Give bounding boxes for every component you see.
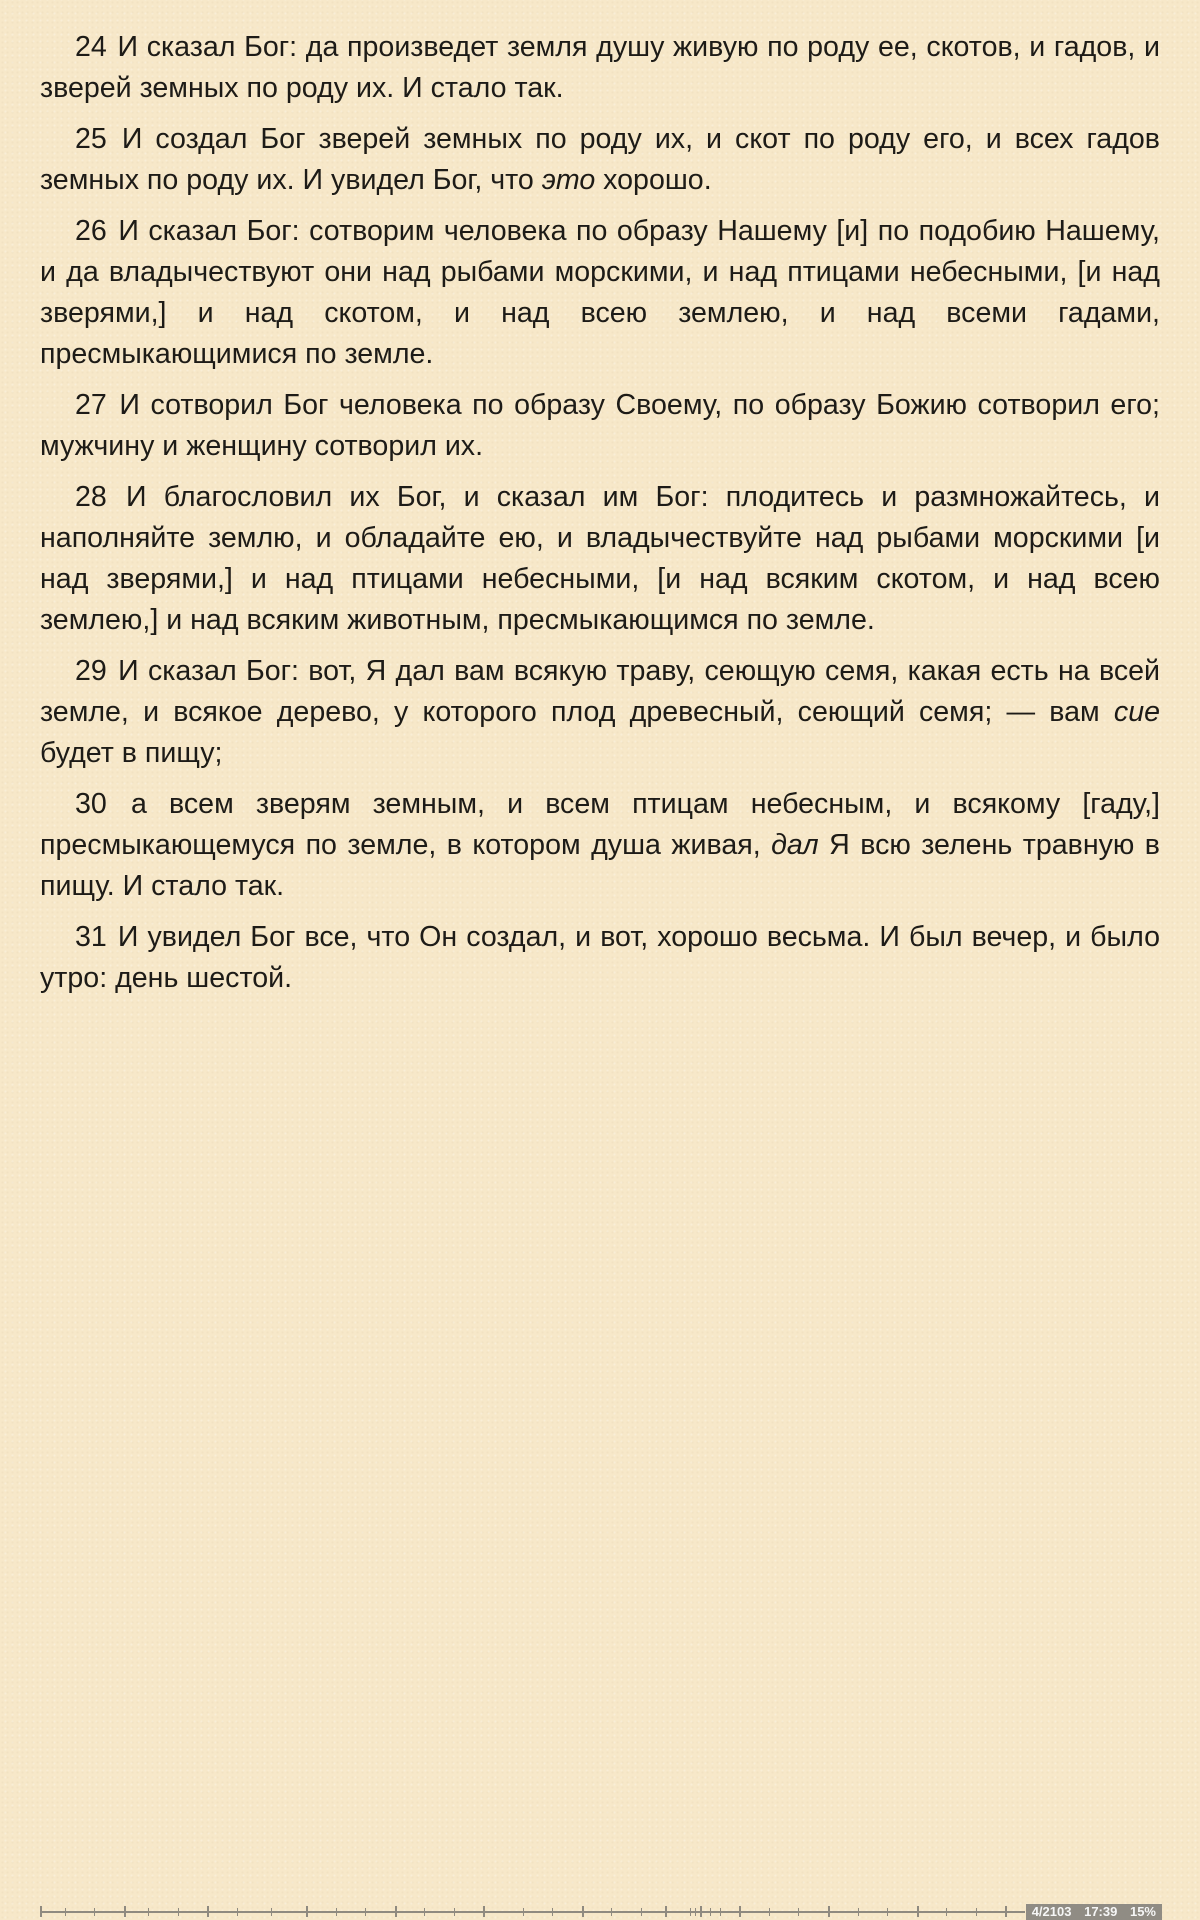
chapter-tick — [424, 1908, 425, 1916]
chapter-tick — [917, 1906, 919, 1917]
chapter-tick — [124, 1906, 126, 1917]
chapter-tick — [40, 1906, 42, 1917]
chapter-tick — [739, 1906, 741, 1917]
chapter-tick — [552, 1908, 553, 1916]
chapter-tick — [769, 1908, 770, 1916]
verse-paragraph — [40, 27, 1160, 109]
verse-text: И сказал Бог: вот, Я дал вам всякую траву, сеющую семя, какая есть на всей земле, и всякое дерево, у которого плод древесный, сеющий семя; — вам — [40, 655, 1160, 728]
verse-text: И сотворил Бог человека по образу Своему, по образу Божию сотворил его; мужчину и женщину сотворил их. — [40, 389, 1160, 462]
chapter-tick — [523, 1908, 524, 1916]
verse-italic-word: дал — [771, 829, 819, 861]
chapter-tick — [887, 1908, 888, 1916]
verse-number: 26 — [75, 215, 107, 247]
reader-status-bar — [0, 1902, 1200, 1920]
verse-paragraph — [40, 385, 1160, 467]
reader-page-content[interactable] — [40, 27, 1160, 1009]
chapter-tick — [1005, 1906, 1007, 1917]
verse-text: И создал Бог зверей земных по роду их, и скот по роду его, и всех гадов земных по роду их. И увидел Бог, что — [40, 123, 1160, 196]
verse-text: И увидел Бог все, что Он создал, и вот, хорошо весьма. И был вечер, и было утро: день шестой. — [40, 921, 1160, 994]
chapter-tick — [976, 1908, 977, 1916]
battery-level: 15% — [1129, 1904, 1156, 1919]
chapter-tick — [798, 1908, 799, 1916]
verse-italic-word: сие — [1113, 696, 1160, 728]
clock: 17:39 — [1084, 1904, 1118, 1919]
chapter-tick — [641, 1908, 642, 1916]
chapter-tick — [695, 1908, 696, 1916]
verse-number: 29 — [75, 655, 107, 687]
verse-text: Я всю зелень травную в пищу. И стало так. — [40, 829, 1160, 902]
chapter-tick — [65, 1908, 66, 1916]
chapter-tick — [237, 1908, 238, 1916]
page-counter: 4/2103 — [1031, 1904, 1072, 1919]
verse-paragraph — [40, 119, 1160, 201]
verse-paragraph — [40, 784, 1160, 907]
verse-number: 27 — [75, 389, 107, 421]
chapter-tick — [720, 1908, 721, 1916]
verse-number: 30 — [75, 788, 107, 820]
chapter-tick — [306, 1906, 308, 1917]
verse-paragraph — [40, 211, 1160, 375]
chapter-tick — [611, 1908, 612, 1916]
verse-number: 24 — [75, 31, 107, 63]
verse-text: а всем зверям земным, и всем птицам небесным, и всякому [гаду,] пресмыкающемуся по земле, в котором душа живая, — [40, 788, 1160, 861]
chapter-tick — [454, 1908, 455, 1916]
chapter-tick — [946, 1908, 947, 1916]
chapter-tick — [148, 1908, 149, 1916]
chapter-tick — [365, 1908, 366, 1916]
chapter-tick — [710, 1908, 711, 1916]
verse-number: 25 — [75, 123, 107, 155]
chapter-tick — [690, 1908, 691, 1916]
chapter-tick — [395, 1906, 397, 1917]
chapter-tick — [582, 1906, 584, 1917]
chapter-tick — [858, 1908, 859, 1916]
verse-paragraph — [40, 651, 1160, 774]
chapter-tick — [207, 1906, 209, 1917]
verse-paragraph — [40, 477, 1160, 641]
verse-text: И благословил их Бог, и сказал им Бог: плодитесь и размножайтесь, и наполняйте землю, и обладайте ею, и владычествуйте над рыбами морскими [и над зверями,] и над птицами небесными, [и над всяким скотом, и над всею землею,] и над всяким животным, пресмыкающимся по земле. — [40, 481, 1160, 636]
chapter-tick — [271, 1908, 272, 1916]
chapter-tick — [700, 1906, 702, 1917]
verse-text: И сказал Бог: да произведет земля душу живую по роду ее, скотов, и гадов, и зверей земных по роду их. И стало так. — [40, 31, 1160, 104]
verse-text: И сказал Бог: сотворим человека по образу Нашему [и] по подобию Нашему, и да владычествуют они над рыбами морскими, и над птицами небесными, [и над зверями,] и над скотом, и над всею землею, и над всеми гадами, пресмыкающимися по земле. — [40, 215, 1160, 370]
chapter-tick — [94, 1908, 95, 1916]
verse-number: 31 — [75, 921, 107, 953]
verse-italic-word: это — [541, 164, 596, 196]
chapter-tick — [336, 1908, 337, 1916]
verse-text: хорошо. — [595, 164, 712, 196]
verse-number: 28 — [75, 481, 107, 513]
chapter-tick — [483, 1906, 485, 1917]
verse-text: будет в пищу; — [40, 737, 223, 769]
chapter-tick — [665, 1906, 667, 1917]
verse-paragraph — [40, 917, 1160, 999]
chapter-tick — [178, 1908, 179, 1916]
book-progress-bar[interactable] — [40, 1911, 1025, 1913]
status-info — [1026, 1904, 1162, 1920]
chapter-tick — [828, 1906, 830, 1917]
